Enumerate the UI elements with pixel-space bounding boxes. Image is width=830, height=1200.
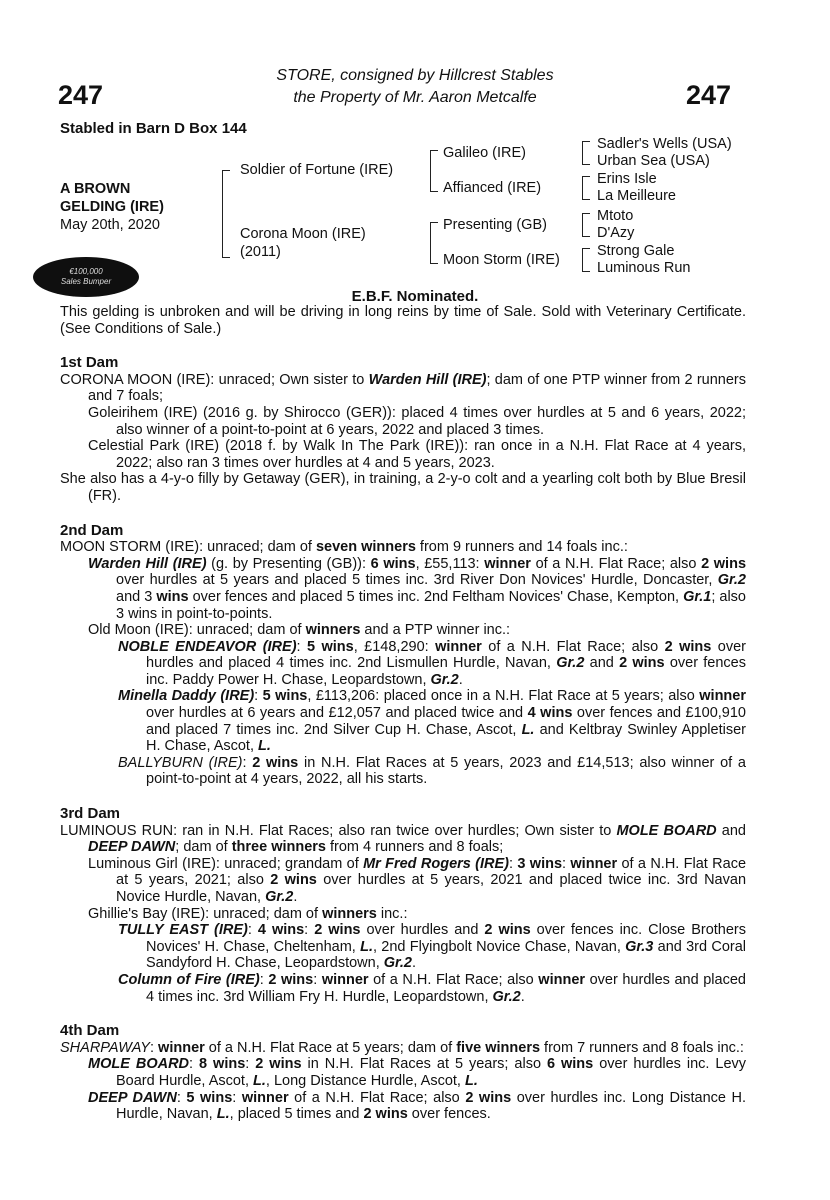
horse-description [60, 180, 164, 234]
dam1-foal-2: Celestial Park (IRE) (2018 f. by Walk In The Park (IRE)): ran once in a N.H. Flat Race at 4 years, 2022; also ran 3 times over hurdles at 4 and 5 years, 2023. [88, 438, 746, 471]
brace-sd [582, 176, 590, 200]
brace-ds [582, 213, 590, 237]
main-brace [222, 170, 230, 258]
dam1-other-foals: She also has a 4-y-o filly by Getaway (GER), in training, a 2-y-o colt and a yearling colt both by Blue Bresil (FR). [60, 471, 746, 504]
dam1-title: 1st Dam [60, 354, 119, 372]
dam: Corona Moon (IRE) [240, 226, 366, 242]
dam4-entry: SHARPAWAY: winner of a N.H. Flat Race at 5 years; dam of five winners from 7 runners and 8 foals inc.: [60, 1039, 744, 1056]
dam2-ballyburn: BALLYBURN (IRE): 2 wins in N.H. Flat Races at 5 years, 2023 and £14,513; also winner of a point-to-point at 4 years, 2022, all his starts. [118, 754, 746, 788]
dam2-noble-endeavor: NOBLE ENDEAVOR (IRE): 5 wins, £148,290: winner of a N.H. Flat Race; also 2 wins over hurdles and placed 4 times inc. 2nd Lismullen Hurdle, Navan, Gr.2 and 2 wins over fences inc. Paddy Power H. Chase, Leopardstown, Gr.2. [118, 638, 746, 688]
dam-year: (2011) [240, 244, 281, 260]
dam1-entry: CORONA MOON (IRE): unraced; Own sister to Warden Hill (IRE); dam of one PTP winner from 2 runners and 7 foals; [60, 371, 746, 405]
horse-color: A BROWN [60, 181, 131, 197]
badge-name: Sales Bumper [60, 277, 112, 286]
dam-dam: Moon Storm (IRE) [443, 252, 560, 268]
catalogue-body [60, 304, 746, 1123]
dam-sire-sire: Mtoto [597, 208, 634, 224]
dam3-tully-east: TULLY EAST (IRE): 4 wins: 2 wins over hurdles and 2 wins over fences inc. Close Brothers Novices' H. Chase, Cheltenham, L., 2nd Flyingbolt Novice Chase, Navan, Gr.3 and 3rd Coral Sandyford H. Chase, Leopardstown, Gr.2. [118, 922, 747, 972]
sire-brace [430, 150, 438, 192]
dam4-deep-dawn: DEEP DAWN: 5 wins: winner of a N.H. Flat Race; also 2 wins over hurdles inc. Long Distance H. Hurdle, Navan, L., placed 5 times and 2 wins over fences. [88, 1089, 747, 1123]
brace-dd [582, 248, 590, 272]
sire-dam: Affianced (IRE) [443, 180, 542, 196]
dam-sire-dam: D'Azy [597, 225, 635, 241]
dam4-mole-board: MOLE BOARD: 8 wins: 2 wins in N.H. Flat Races at 5 years; also 6 wins over hurdles inc. Levy Board Hurdle, Ascot, L., Long Distance Hurdle, Ascot, L. [88, 1056, 747, 1089]
stabled-location: Stabled in Barn D Box 144 [60, 120, 247, 137]
sire-dam-dam: La Meilleure [597, 188, 676, 204]
sire-dam-sire: Erins Isle [597, 171, 657, 187]
horse-sex: GELDING (IRE) [60, 199, 164, 215]
dam2-entry: MOON STORM (IRE): unraced; dam of seven winners from 9 runners and 14 foals inc.: [60, 539, 628, 556]
dam4-title: 4th Dam [60, 1022, 120, 1040]
dam1-foal-1: Goleirihem (IRE) (2016 g. by Shirocco (GER)): placed 4 times over hurdles at 5 and 6 years, 2022; also winner of a point-to-point at 6 years, 2022 and placed 3 times. [88, 404, 746, 438]
dam-brace [430, 222, 438, 264]
horse-dob: May 20th, 2020 [60, 217, 160, 233]
intro-text: This gelding is unbroken and will be driving in long reins by time of Sale. Sold with Veterinary Certificate. (See Conditions of Sale.) [60, 304, 746, 337]
sire-sire-sire: Sadler's Wells (USA) [597, 136, 732, 152]
dam3-title: 3rd Dam [60, 805, 121, 823]
dam3-ghillies-bay: Ghillie's Bay (IRE): unraced; dam of winners inc.: [88, 905, 408, 922]
dam-dam-sire: Strong Gale [597, 243, 675, 259]
sire: Soldier of Fortune (IRE) [240, 162, 394, 178]
sire-sire-dam: Urban Sea (USA) [597, 153, 710, 169]
dam2-minella-daddy: Minella Daddy (IRE): 5 wins, £113,206: placed once in a N.H. Flat Race at 5 years; also winner over hurdles at 6 years and £12,057 and placed twice and 4 wins over fences and £100,910 and placed 7 times inc. 2nd Silver Cup H. Chase, Ascot, L. and Keltbray Swinley Appletiser H. Chase, Ascot, L. [118, 688, 746, 755]
consignor-line: STORE, consigned by Hillcrest Stables [276, 67, 554, 84]
sire-sire: Galileo (IRE) [443, 145, 526, 161]
badge-amount: €100,000 [69, 267, 103, 276]
lot-number-right: 247 [686, 80, 732, 110]
dam3-entry: LUMINOUS RUN: ran in N.H. Flat Races; also ran twice over hurdles; Own sister to MOLE BOARD and DEEP DAWN; dam of three winners from 4 runners and 8 foals; [60, 822, 746, 856]
dam2-warden-hill: Warden Hill (IRE) (g. by Presenting (GB)): 6 wins, £55,113: winner of a N.H. Flat Race; also 2 wins over hurdles at 5 years and placed 5 times inc. 3rd River Don Novices' Hurdle, Doncaster, Gr.2 and 3 wins over fences and placed 5 times inc. 2nd Feltham Novices' Chase, Kempton, Gr.1; also 3 wins in point-to-points. [88, 555, 747, 622]
dam2-old-moon: Old Moon (IRE): unraced; dam of winners and a PTP winner inc.: [88, 622, 511, 639]
lot-number-left: 247 [58, 80, 104, 110]
dam3-column-of-fire: Column of Fire (IRE): 2 wins: winner of a N.H. Flat Race; also winner over hurdles and placed 4 times inc. 3rd William Fry H. Hurdle, Leopardstown, Gr.2. [118, 971, 746, 1005]
dam-sire: Presenting (GB) [443, 217, 547, 233]
dam3-luminous-girl: Luminous Girl (IRE): unraced; grandam of Mr Fred Rogers (IRE): 3 wins: winner of a N.H. Flat Race at 5 years, 2021; also 2 wins over hurdles at 5 years, 2021 and placed twice inc. 3rd Navan Novice Hurdle, Navan, Gr.2. [88, 855, 747, 905]
ebf-nominated: E.B.F. Nominated. [351, 288, 479, 305]
brace-ss [582, 141, 590, 165]
dam2-title: 2nd Dam [60, 521, 124, 539]
dam-dam-dam: Luminous Run [597, 260, 691, 276]
property-line: the Property of Mr. Aaron Metcalfe [293, 89, 537, 106]
